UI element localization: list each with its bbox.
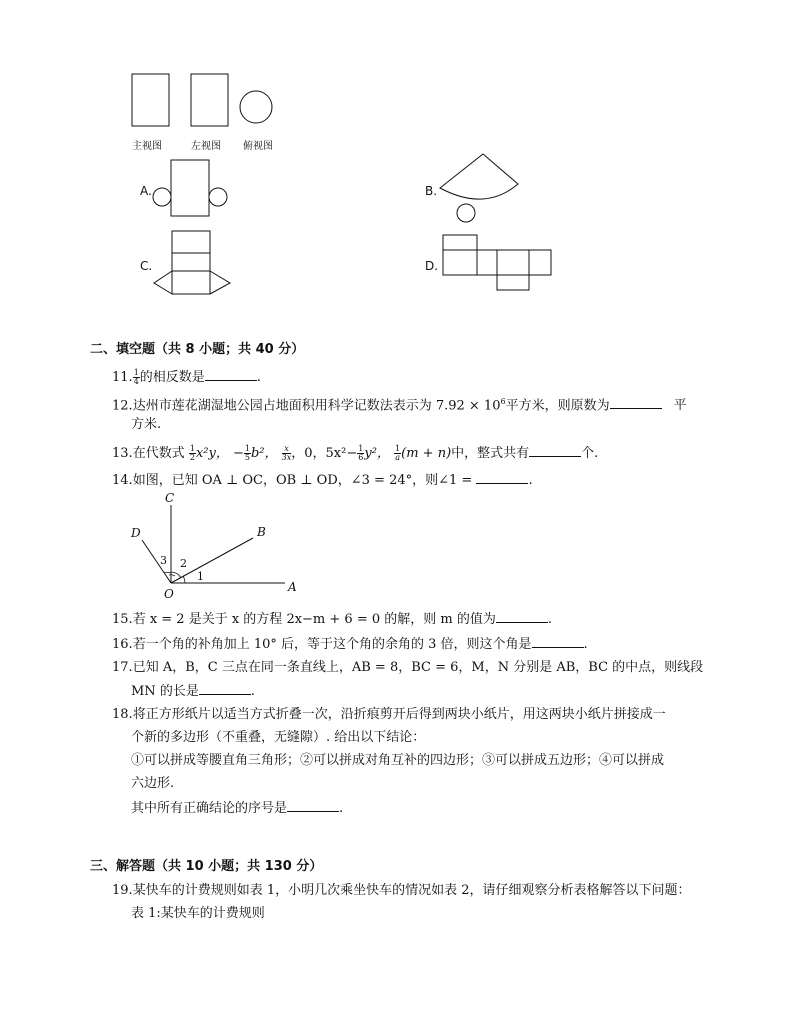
- question-13: 13.在代数式 $\frac{1}{2}$ x²y， − $\frac{1}{5}$ b²， $\frac{x}{3x}$ ，0，5x²− $\frac{1}{6}$ y²， $\frac{1}{a}$ (m + n)中，整式共有 个.: [112, 444, 599, 462]
- question-19-line2: 表 1:某快车的计费规则: [131, 906, 265, 921]
- option-a-label: A.: [140, 184, 152, 198]
- front-view-label: 主视图: [132, 141, 162, 152]
- label-b: B: [257, 525, 266, 539]
- section2-title: 二、填空题（共 8 小题；共 40 分）: [90, 342, 305, 357]
- left-view-label: 左视图: [191, 141, 221, 152]
- option-b-label: B.: [425, 184, 438, 198]
- label-a: A: [288, 580, 297, 594]
- option-b-figure: [435, 150, 525, 228]
- option-c-label: C.: [140, 259, 153, 273]
- option-d-label: D.: [425, 259, 439, 273]
- question-18-line3: ①可以拼成等腰直角三角形；②可以拼成对角互补的四边形；③可以拼成五边形；④可以拼成: [131, 753, 665, 768]
- answer-blank-12[interactable]: [610, 396, 662, 409]
- label-o: O: [164, 587, 174, 601]
- option-a-figure: [150, 157, 235, 219]
- question-18-line4: 六边形.: [131, 776, 175, 791]
- question-12-line2: 方米.: [131, 417, 162, 432]
- angle-figure: [125, 488, 305, 600]
- question-18: 18.将正方形纸片以适当方式折叠一次，沿折痕剪开后得到两块小纸片，用这两块小纸片拼接成一: [112, 707, 666, 722]
- question-15: 15.若 x = 2 是关于 x 的方程 2x−m + 6 = 0 的解，则 m 的值为 .: [112, 612, 552, 627]
- question-17: 17.已知 A，B，C 三点在同一条直线上，AB = 8，BC = 6，M，N 分别是 AB，BC 的中点，则线段: [112, 660, 704, 675]
- answer-blank-11[interactable]: [205, 368, 257, 381]
- answer-blank-17[interactable]: [199, 682, 251, 695]
- question-18-line2: 个新的多边形（不重叠，无缝隙）. 给出以下结论：: [131, 730, 426, 745]
- answer-blank-16[interactable]: [532, 635, 584, 648]
- label-d: D: [131, 526, 141, 540]
- question-16: 16.若一个角的补角加上 10° 后，等于这个角的余角的 3 倍，则这个角是 .: [112, 637, 588, 652]
- question-12: 12.达州市莲花湖湿地公园占地面积用科学记数法表示为 $7.92 \times 10^6$平方米，则原数为 平: [112, 397, 687, 414]
- question-14: 14.如图，已知 OA ⊥ OC，OB ⊥ OD，∠3 = 24°，则∠1 = .: [112, 473, 533, 488]
- answer-blank-18[interactable]: [287, 799, 339, 812]
- option-c-figure: [152, 228, 236, 298]
- answer-blank-13[interactable]: [529, 444, 581, 457]
- top-view-label: 俯视图: [243, 141, 273, 152]
- section3-title: 三、解答题（共 10 小题；共 130 分）: [90, 859, 323, 874]
- question-18-line5: 其中所有正确结论的序号是 .: [131, 801, 344, 816]
- label-angle-2: 2: [180, 557, 187, 570]
- top-view-circle: [240, 91, 272, 123]
- label-c: C: [165, 491, 175, 505]
- label-angle-3: 3: [160, 554, 167, 567]
- front-view-rect: [132, 74, 169, 126]
- question-19: 19.某快车的计费规则如表 1，小明几次乘坐快车的情况如表 2，请仔细观察分析表格解答以下问题：: [112, 883, 691, 898]
- answer-blank-15[interactable]: [496, 610, 548, 623]
- question-11: 11. $\frac{1}{4}$ 的相反数是 .: [112, 368, 261, 386]
- label-angle-1: 1: [197, 570, 204, 583]
- question-17-line2: MN 的长是 .: [131, 684, 255, 699]
- three-views-figure: [125, 70, 285, 130]
- answer-blank-14[interactable]: [476, 471, 528, 484]
- option-d-figure: [440, 232, 555, 294]
- left-view-rect: [191, 74, 228, 126]
